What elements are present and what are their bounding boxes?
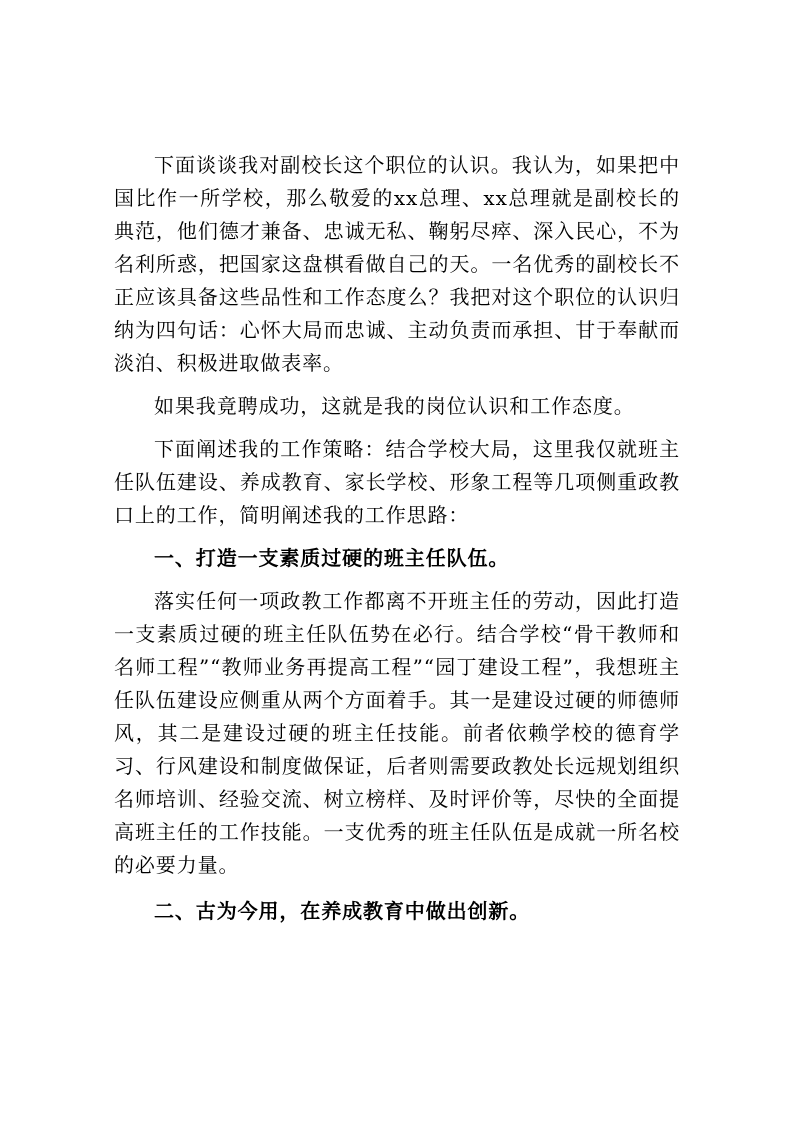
paragraph-teacher-team: 落实任何一项政教工作都离不开班主任的劳动，因此打造一支素质过硬的班主任队伍势在必行。结合学校“骨干教师和名师工程”“教师业务再提高工程”“园丁建设工程”，我想班主任队伍建设应侧重从两个方面着手。其一是建设过硬的师德师风，其二是建设过硬的班主任技能。前者依赖学校的德育学习、行风建设和制度做保证，后者则需要政教处长远规划组织名师培训、经验交流、树立榜样、及时评价等，尽快的全面提高班主任的工作技能。一支优秀的班主任队伍是成就一所名校的必要力量。 [114, 589, 680, 877]
section-heading-2: 二、古为今用，在养成教育中做出创新。 [154, 899, 531, 923]
paragraph-work-strategy: 下面阐述我的工作策略：结合学校大局，这里我仅就班主任队伍建设、养成教育、家长学校、形象工程等几项侧重政教口上的工作，简明阐述我的工作思路： [114, 437, 680, 527]
paragraph-position-understanding: 下面谈谈我对副校长这个职位的认识。我认为，如果把中国比作一所学校，那么敬爱的xx总理、xx总理就是副校长的典范，他们德才兼备、忠诚无私、鞠躬尽瘁、深入民心，不为名利所惑，把国家这盘棋看做自己的天。一名优秀的副校长不正应该具备这些品性和工作态度么？我把对这个职位的认识归纳为四句话：心怀大局而忠诚、主动负责而承担、甘于奉献而淡泊、积极进取做表率。 [114, 153, 680, 375]
document-body [114, 149, 680, 938]
paragraph-attitude: 如果我竟聘成功，这就是我的岗位认识和工作态度。 [154, 394, 635, 418]
section-heading-1: 一、打造一支素质过硬的班主任队伍。 [154, 546, 510, 570]
